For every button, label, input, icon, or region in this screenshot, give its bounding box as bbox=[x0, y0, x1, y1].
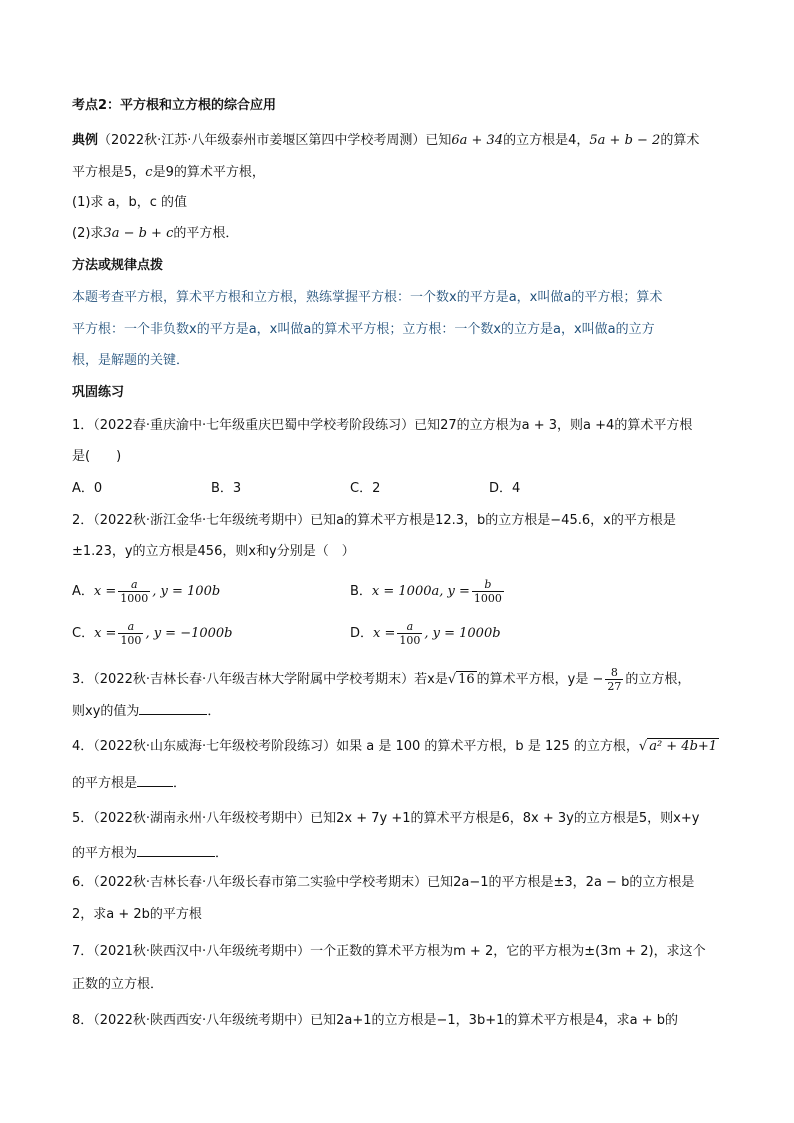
denominator: 27 bbox=[607, 680, 622, 693]
answer-blank[interactable] bbox=[137, 842, 215, 857]
numerator: a bbox=[118, 578, 150, 592]
math-expr: , y = 100b bbox=[152, 584, 221, 599]
fraction bbox=[605, 666, 623, 693]
text: 则xy的值为 bbox=[72, 704, 140, 719]
method-line-1: 本题考查平方根，算术平方根和立方根，熟练掌握平方根：一个数x的平方是a，x叫做a的平方根；算术 bbox=[72, 290, 663, 305]
option-d bbox=[350, 620, 501, 647]
question-7-line-2: 正数的立方根． bbox=[72, 977, 164, 992]
text: 是9的算术平方根， bbox=[152, 165, 265, 180]
option-label: A． bbox=[72, 584, 94, 599]
question-2-line-2: ±1.23，y的立方根是456，则x和y分别是（ ） bbox=[72, 544, 355, 559]
math-expr: 3a − b + c bbox=[103, 226, 174, 241]
question-7-line-1: 7．（2021秋·陕西汉中·八年级统考期中）一个正数的算术平方根为m + 2，它的平方根为±(3m + 2)，求这个 bbox=[72, 944, 706, 959]
numerator: 8 bbox=[605, 666, 623, 680]
question-1-line-1: 1．（2022春·重庆渝中·七年级重庆巴蜀中学校考阶段练习）已知27的立方根为a + 3，则a +4的算术平方根 bbox=[72, 418, 693, 433]
example-line-2 bbox=[72, 163, 265, 183]
denominator: 1000 bbox=[473, 592, 502, 605]
text: 4．（2022秋·山东威海·七年级校考阶段练习）如果 a 是 100 的算术平方根，b 是 125 的立方根， bbox=[72, 739, 639, 754]
numerator: a bbox=[397, 620, 422, 634]
question-3-line-1 bbox=[72, 666, 690, 693]
practice-title: 巩固练习 bbox=[72, 385, 125, 400]
radicand: a² + 4b+1 bbox=[649, 739, 718, 754]
question-8-line-1: 8．（2022秋·陕西西安·八年级统考期中）已知2a+1的立方根是−1，3b+1的算术平方根是4，求a + b的 bbox=[72, 1013, 679, 1028]
math-expr: 6a + 34 bbox=[451, 133, 504, 148]
fraction bbox=[397, 620, 422, 647]
option-b bbox=[350, 578, 506, 605]
option-a bbox=[72, 578, 220, 605]
math-expr: , y = 1000b bbox=[424, 626, 501, 641]
text: 的立方根， bbox=[625, 672, 691, 687]
text: ． bbox=[173, 776, 187, 791]
option-label: C． bbox=[72, 626, 95, 641]
question-5-line-1: 5．（2022秋·湖南永州·八年级校考期中）已知2x + 7y +1的算术平方根是6，8x + 3y的立方根是5，则x+y bbox=[72, 811, 700, 826]
method-title: 方法或规律点拨 bbox=[72, 258, 164, 273]
answer-blank[interactable] bbox=[137, 772, 173, 787]
example-line-1 bbox=[72, 131, 699, 151]
question-4-line-2 bbox=[72, 772, 186, 794]
question-6-line-2: 2，求a + 2b的平方根 bbox=[72, 907, 202, 922]
option-c bbox=[72, 620, 233, 647]
text: 平方根是5， bbox=[72, 165, 146, 180]
math-expr: x = bbox=[373, 626, 396, 641]
text: 的平方根为 bbox=[72, 846, 138, 861]
denominator: 100 bbox=[399, 634, 421, 647]
method-line-2: 平方根：一个非负数x的平方是a，x叫做a的算术平方根；立方根：一个数x的立方是a，x叫做a的立方 bbox=[72, 322, 655, 337]
text: (2)求 bbox=[72, 226, 104, 241]
math-expr: c bbox=[145, 165, 153, 180]
text: ． bbox=[207, 704, 221, 719]
option-d: D．4 bbox=[489, 481, 521, 496]
text: 的算术 bbox=[660, 133, 700, 148]
text: 3．（2022秋·吉林长春·八年级吉林大学附属中学校考期末）若x是 bbox=[72, 672, 448, 687]
example-question-1: (1)求 a，b，c 的值 bbox=[72, 195, 188, 210]
math-expr: x = 1000a, y = bbox=[371, 584, 470, 599]
question-5-line-2 bbox=[72, 842, 228, 864]
text: 的平方根． bbox=[173, 226, 239, 241]
fraction bbox=[472, 578, 504, 605]
option-c: C．2 bbox=[350, 481, 381, 496]
square-root: √ a² + 4b+1 bbox=[638, 739, 718, 754]
question-1-line-2: 是( ) bbox=[72, 449, 122, 464]
math-expr: , y = −1000b bbox=[145, 626, 233, 641]
denominator: 1000 bbox=[120, 592, 149, 605]
numerator: b bbox=[472, 578, 504, 592]
text: 的立方根是4， bbox=[503, 133, 590, 148]
example-question-2 bbox=[72, 224, 238, 244]
question-3-line-2 bbox=[72, 700, 220, 722]
option-a: A．0 bbox=[72, 481, 103, 496]
method-line-3: 根，是解题的关键． bbox=[72, 353, 190, 368]
denominator: 100 bbox=[120, 634, 142, 647]
question-6-line-1: 6．（2022秋·吉林长春·八年级长春市第二实验中学校考期末）已知2a−1的平方根是±3，2a − b的立方根是 bbox=[72, 875, 695, 890]
option-label: B． bbox=[350, 584, 372, 599]
section-heading: 考点2：平方根和立方根的综合应用 bbox=[72, 98, 277, 113]
square-root: √ 16 bbox=[447, 672, 475, 687]
fraction bbox=[118, 578, 150, 605]
math-expr: x = bbox=[93, 584, 117, 599]
option-label: D． bbox=[350, 626, 374, 641]
example-label: 典例 bbox=[72, 133, 99, 148]
question-4-line-1 bbox=[72, 737, 719, 757]
numerator: a bbox=[118, 620, 143, 634]
example-source: （2022秋·江苏·八年级泰州市姜堰区第四中学校考周测）已知 bbox=[98, 133, 452, 148]
option-b: B．3 bbox=[211, 481, 242, 496]
math-expr: x = bbox=[94, 626, 117, 641]
fraction bbox=[118, 620, 143, 647]
answer-blank[interactable] bbox=[139, 700, 207, 715]
radicand: 16 bbox=[458, 672, 475, 687]
text: 的算术平方根，y是 − bbox=[476, 672, 604, 687]
text: 的平方根是 bbox=[72, 776, 138, 791]
question-2-line-1: 2．（2022秋·浙江金华·七年级统考期中）已知a的算术平方根是12.3，b的立方根是−45.6，x的平方根是 bbox=[72, 513, 676, 528]
math-expr: 5a + b − 2 bbox=[589, 133, 661, 148]
text: ． bbox=[215, 846, 229, 861]
